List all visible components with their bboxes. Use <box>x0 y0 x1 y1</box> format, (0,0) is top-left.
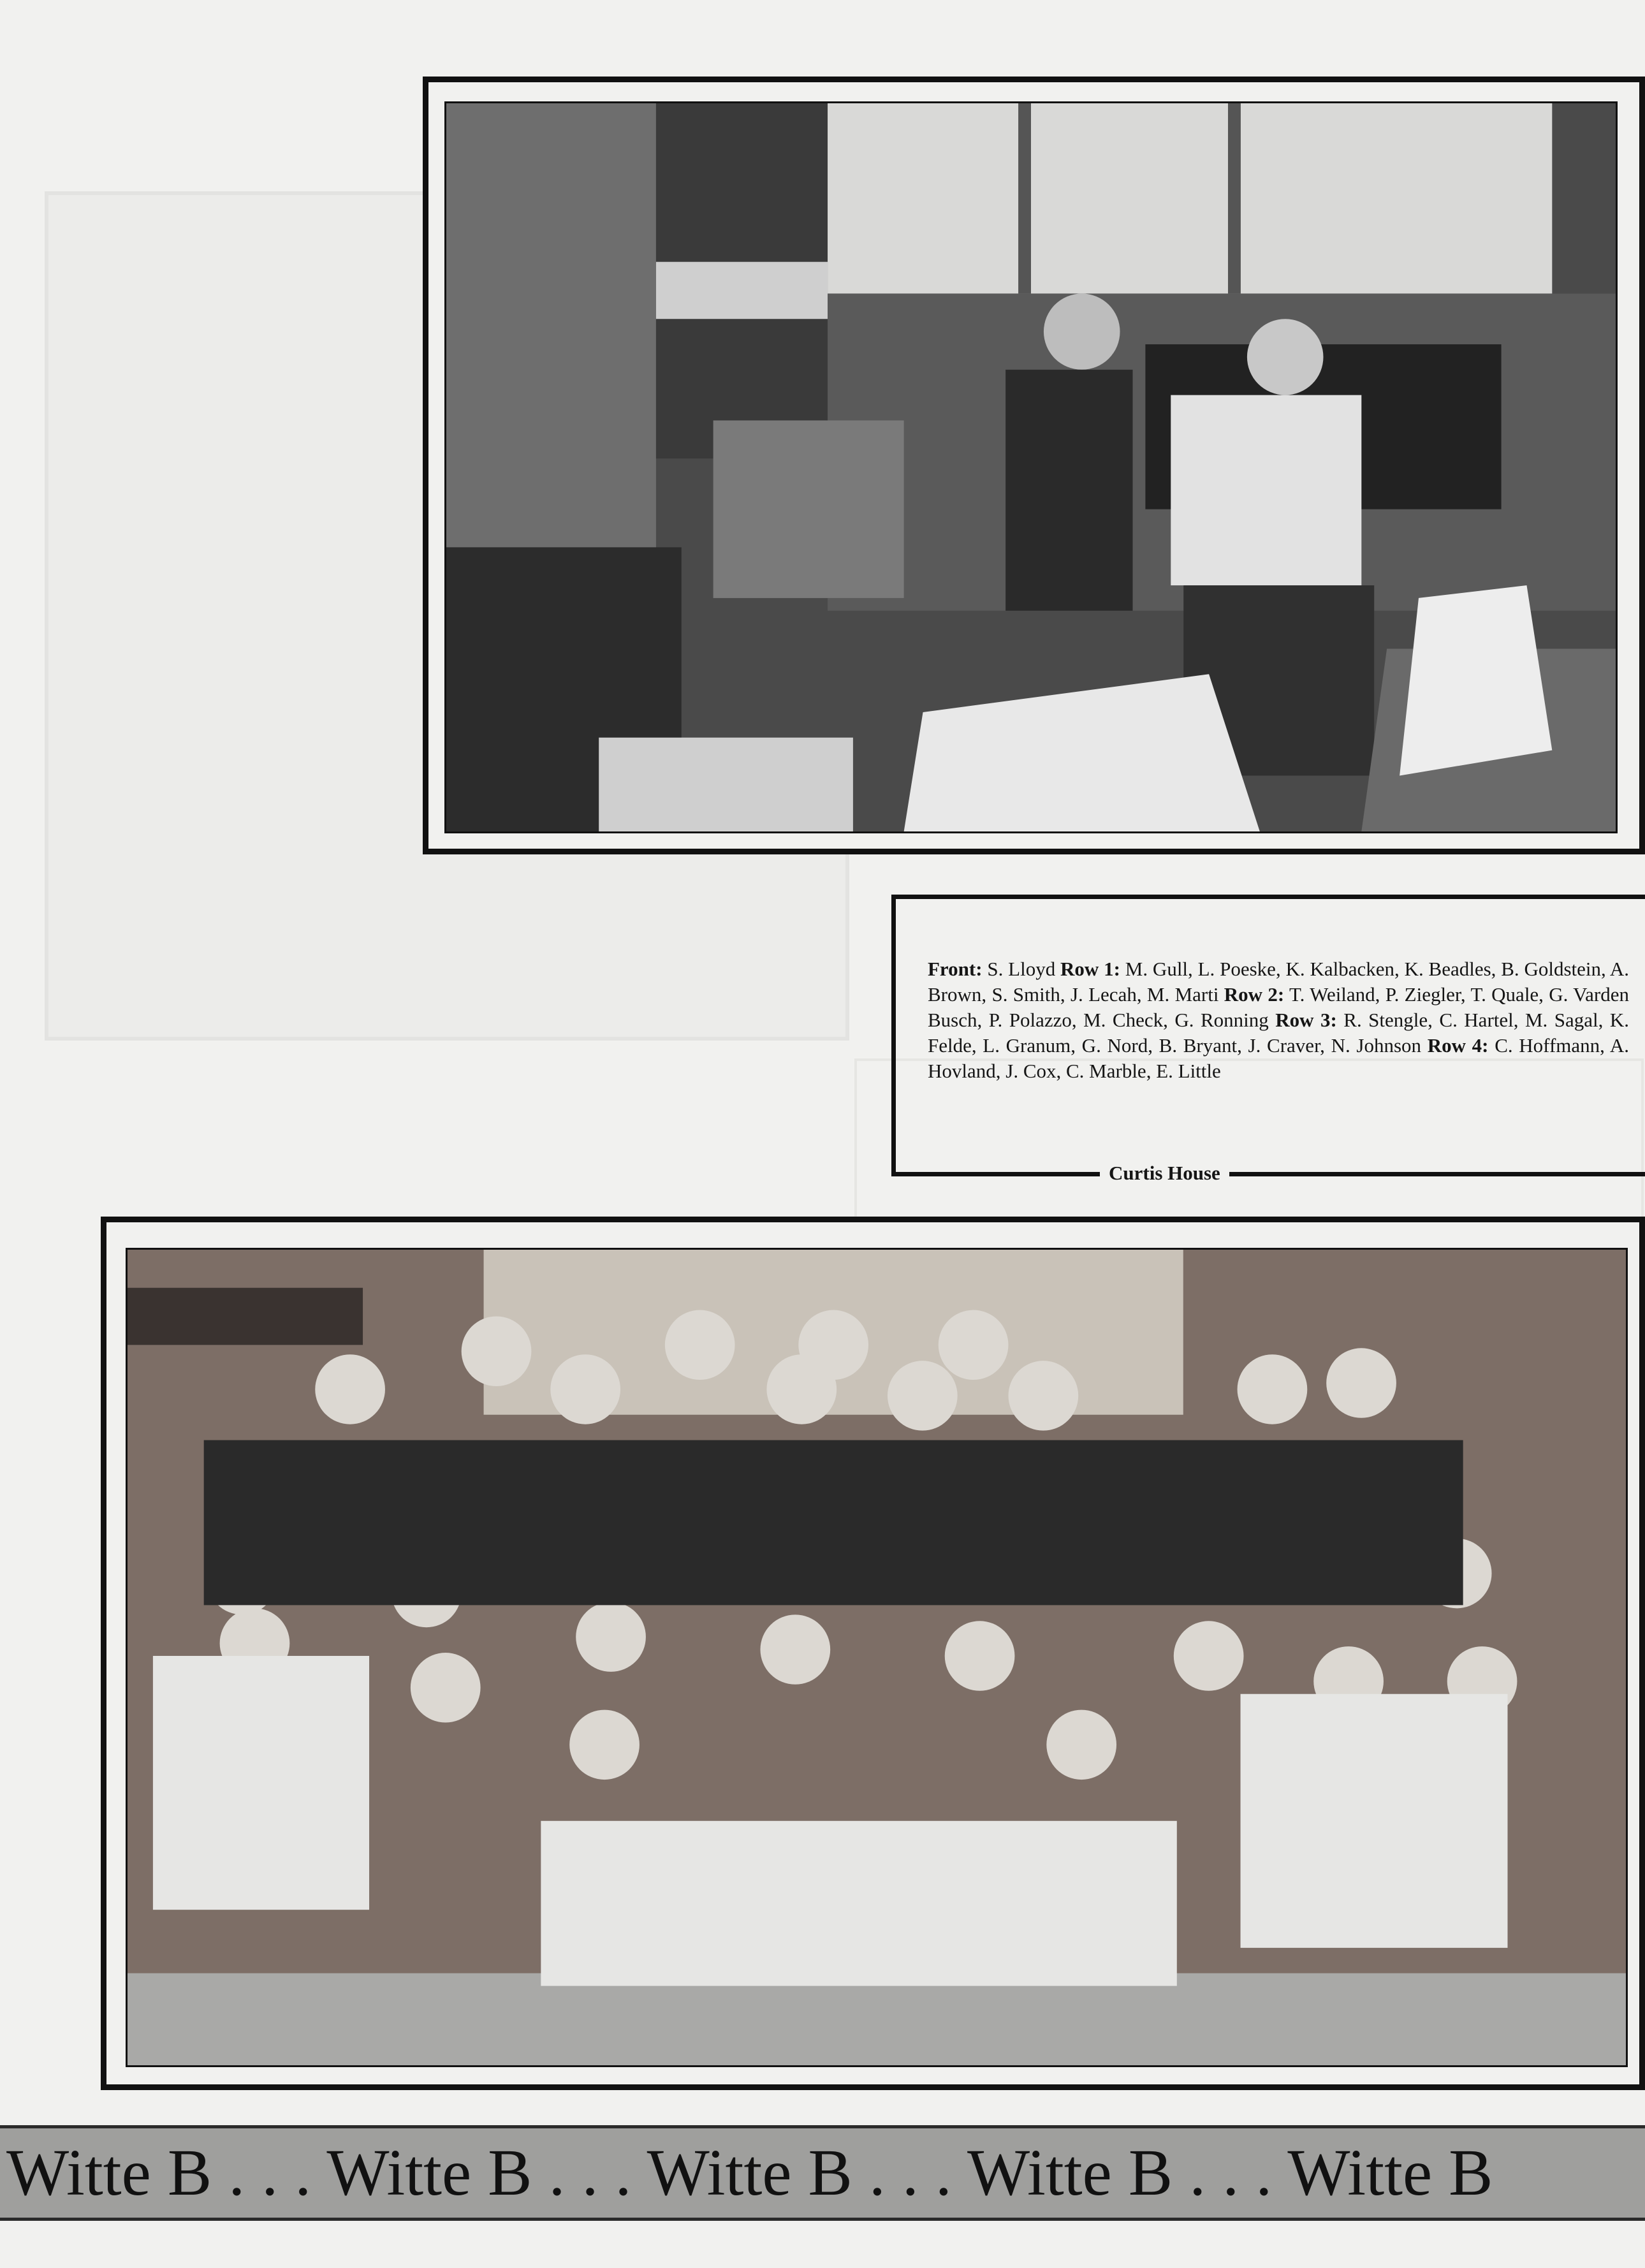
section-banner <box>0 2125 1645 2221</box>
caption-names <box>928 956 1629 1084</box>
caption-label-front: Front: <box>928 958 983 980</box>
caption-label-row4: Row 4: <box>1427 1034 1489 1057</box>
group-photo-image <box>128 1250 1626 2065</box>
caption-label-row1: Row 1: <box>1060 958 1120 980</box>
top-photo-frame <box>423 77 1645 854</box>
caption-label-row3: Row 3: <box>1275 1009 1337 1031</box>
study-photo-image <box>446 103 1616 831</box>
caption-names-front: S. Lloyd <box>987 958 1056 980</box>
study-photo <box>444 101 1618 833</box>
caption-names-row2: T. Weiland, P. Ziegler, T. Quale, G. Varden Busch, P. Polazzo, M. Check, G. Ronning <box>928 983 1629 1031</box>
caption-names-row3: R. Stengle, C. Hartel, M. Sagal, K. Felde, L. Granum, G. Nord, B. Bryant, J. Craver, N. Johnson <box>928 1009 1630 1057</box>
banner-text: Witte B . . . Witte B . . . Witte B . . . Witte B . . . Witte B <box>6 2136 1493 2209</box>
caption-names-row1: M. Gull, L. Poeske, K. Kalbacken, K. Beadles, B. Goldstein, A. Brown, S. Smith, J. Lecah, M. Marti <box>928 958 1630 1006</box>
group-photo-frame <box>101 1217 1645 2090</box>
caption-label-row2: Row 2: <box>1224 983 1285 1006</box>
caption-box <box>891 895 1645 1184</box>
group-photo <box>126 1248 1628 2067</box>
caption-title: Curtis House <box>1100 1160 1229 1186</box>
caption-names-row4: C. Hoffmann, A. Hovland, J. Cox, C. Marble, E. Little <box>928 1034 1629 1082</box>
